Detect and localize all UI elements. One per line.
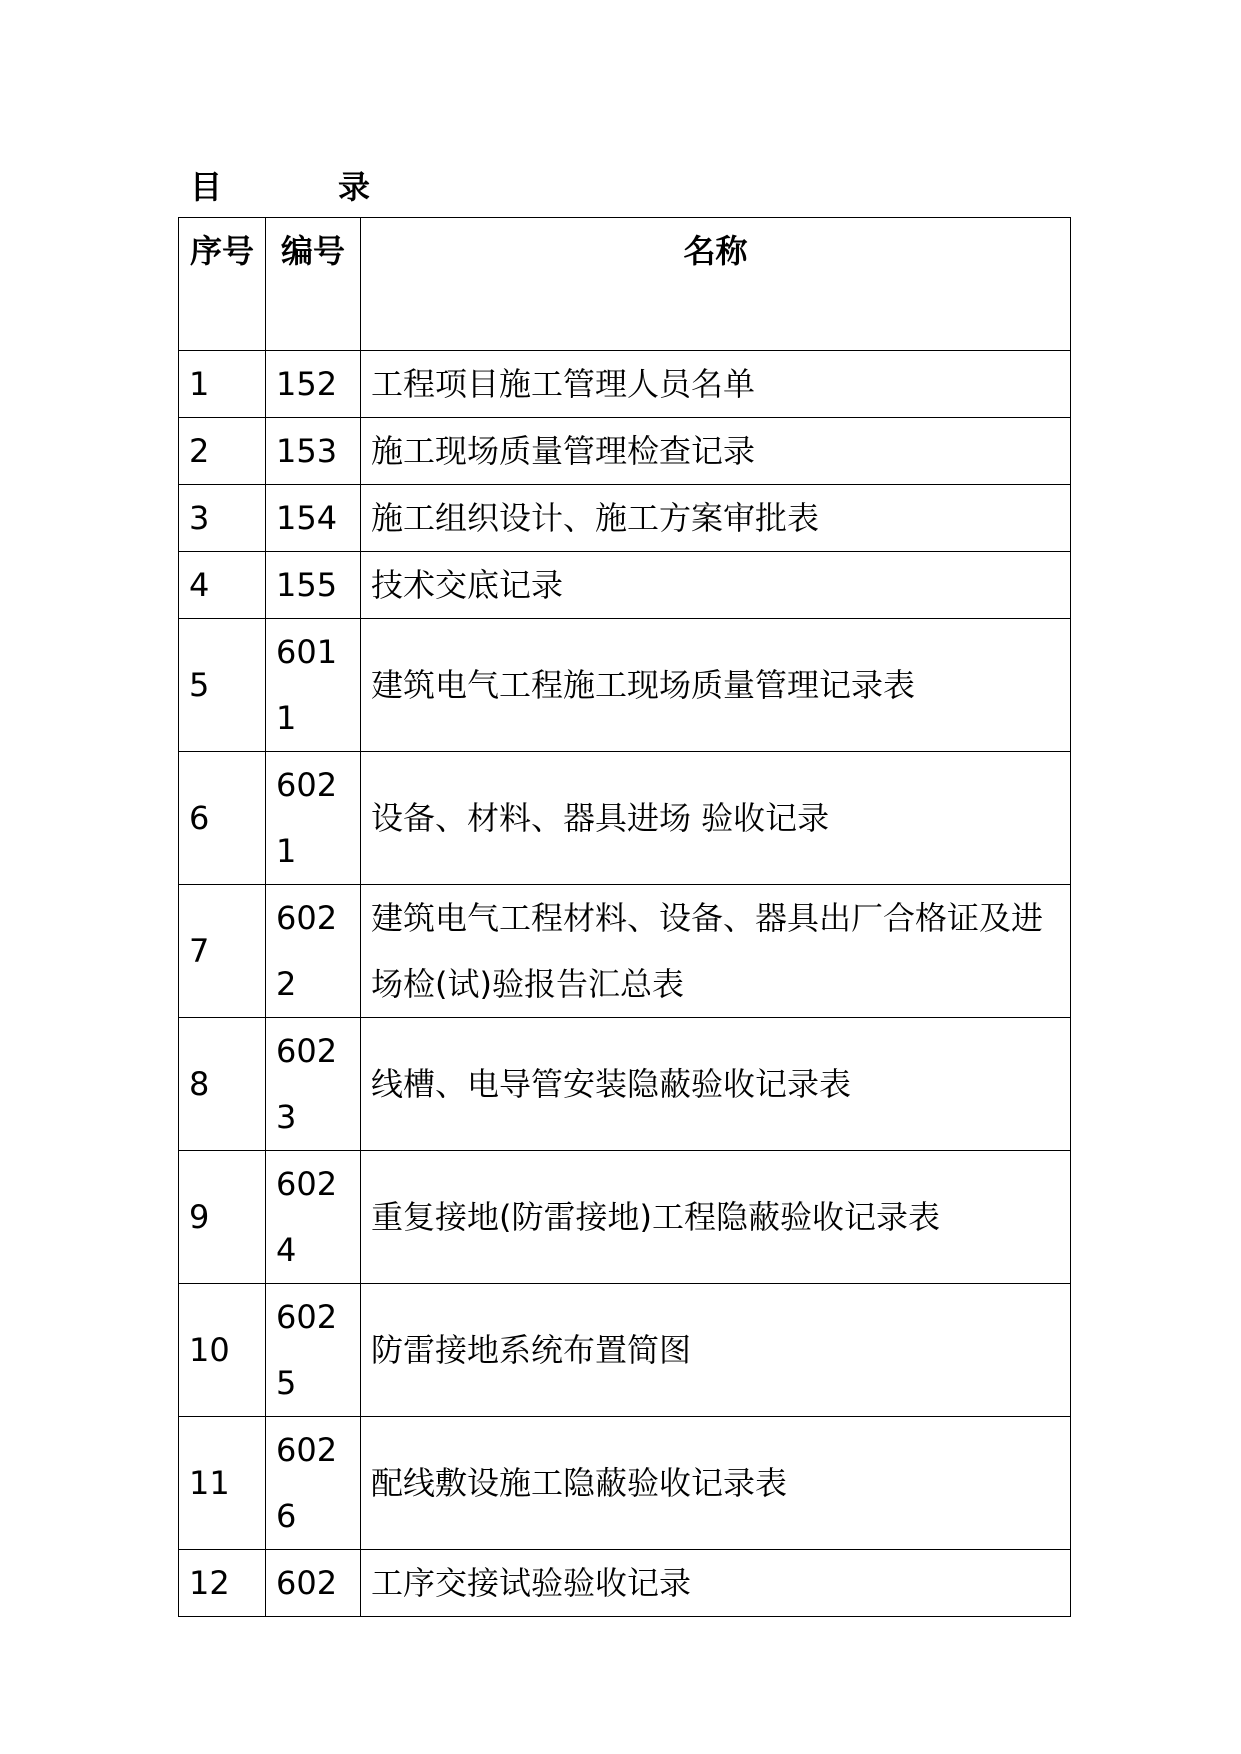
cell-code: 154 — [266, 485, 361, 552]
header-code: 编号 — [266, 218, 361, 351]
cell-no: 8 — [179, 1018, 266, 1151]
cell-no: 10 — [179, 1284, 266, 1417]
cell-no: 1 — [179, 351, 266, 418]
cell-name: 施工现场质量管理检查记录 — [361, 418, 1071, 485]
cell-name: 配线敷设施工隐蔽验收记录表 — [361, 1417, 1071, 1550]
cell-code: 6024 — [266, 1151, 361, 1284]
table-row — [179, 351, 1071, 418]
toc-body — [179, 351, 1071, 1617]
cell-name: 重复接地(防雷接地)工程隐蔽验收记录表 — [361, 1151, 1071, 1284]
cell-no: 9 — [179, 1151, 266, 1284]
cell-no: 12 — [179, 1550, 266, 1617]
header-name: 名称 — [361, 218, 1071, 351]
cell-code: 152 — [266, 351, 361, 418]
table-row — [179, 552, 1071, 619]
cell-name: 线槽、电导管安装隐蔽验收记录表 — [361, 1018, 1071, 1151]
title-right-char: 录 — [338, 168, 371, 206]
table-row — [179, 1018, 1071, 1151]
cell-code: 6022 — [266, 885, 361, 1018]
cell-code: 6021 — [266, 752, 361, 885]
cell-name: 施工组织设计、施工方案审批表 — [361, 485, 1071, 552]
cell-name: 技术交底记录 — [361, 552, 1071, 619]
table-row — [179, 418, 1071, 485]
cell-code: 6026 — [266, 1417, 361, 1550]
cell-name: 工程项目施工管理人员名单 — [361, 351, 1071, 418]
table-row — [179, 752, 1071, 885]
cell-no: 7 — [179, 885, 266, 1018]
header-no: 序号 — [179, 218, 266, 351]
header-row — [179, 218, 1071, 351]
cell-no: 5 — [179, 619, 266, 752]
cell-no: 11 — [179, 1417, 266, 1550]
cell-no: 2 — [179, 418, 266, 485]
cell-no: 6 — [179, 752, 266, 885]
table-row — [179, 885, 1071, 1018]
cell-name: 建筑电气工程施工现场质量管理记录表 — [361, 619, 1071, 752]
table-row — [179, 619, 1071, 752]
table-row — [179, 485, 1071, 552]
cell-code: 153 — [266, 418, 361, 485]
cell-no: 4 — [179, 552, 266, 619]
cell-code: 6025 — [266, 1284, 361, 1417]
toc-table — [178, 217, 1071, 1617]
title-left-char: 目 — [190, 168, 223, 206]
table-row — [179, 1284, 1071, 1417]
table-row — [179, 1550, 1071, 1617]
table-row — [179, 1151, 1071, 1284]
cell-code: 155 — [266, 552, 361, 619]
cell-name: 防雷接地系统布置简图 — [361, 1284, 1071, 1417]
cell-name: 建筑电气工程材料、设备、器具出厂合格证及进场检(试)验报告汇总表 — [361, 885, 1071, 1018]
cell-no: 3 — [179, 485, 266, 552]
cell-code: 6023 — [266, 1018, 361, 1151]
cell-code: 602 — [266, 1550, 361, 1617]
cell-name: 工序交接试验验收记录 — [361, 1550, 1071, 1617]
cell-code: 6011 — [266, 619, 361, 752]
cell-name: 设备、材料、器具进场 验收记录 — [361, 752, 1071, 885]
table-row — [179, 1417, 1071, 1550]
